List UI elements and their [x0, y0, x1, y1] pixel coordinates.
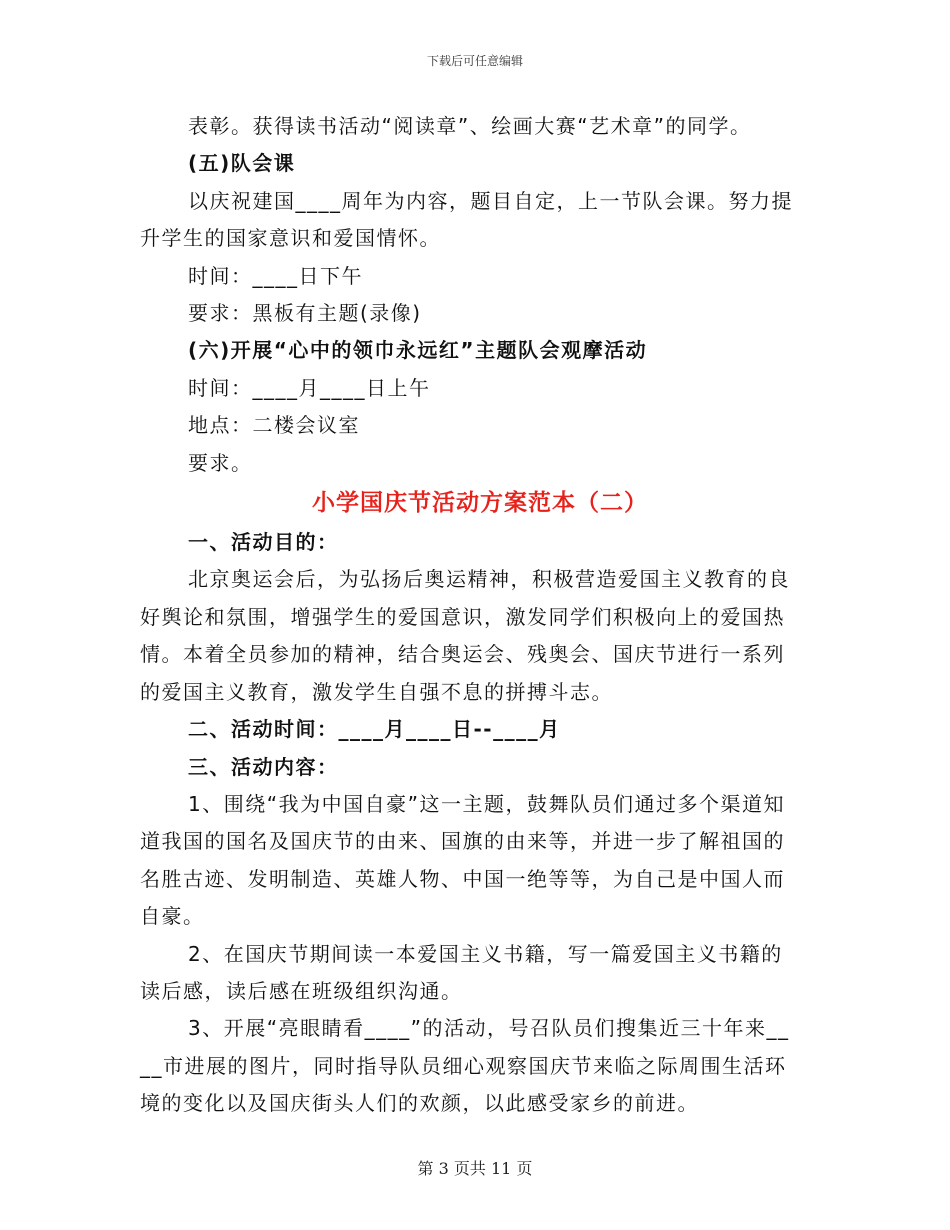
heading-content: 三、活动内容：	[188, 754, 339, 779]
para-observation-requirement: 要求。	[188, 450, 253, 475]
page-header: 下载后可任意编辑	[426, 54, 523, 68]
heading-purpose: 一、活动目的：	[188, 530, 339, 555]
para-team-class-requirement: 要求：黑板有主题(录像)	[188, 301, 422, 326]
heading-team-class: (五)队会课	[188, 151, 296, 176]
heading-observation-activity: (六)开展“心中的领巾永远红”主题队会观摩活动	[188, 338, 648, 363]
document-body	[140, 108, 800, 1123]
para-commend: 表彰。获得读书活动“阅读章”、绘画大赛“艺术章”的同学。	[188, 114, 752, 138]
para-content-1: 1、围绕“我为中国自豪”这一主题，鼓舞队员们通过多个渠道知道我国的国名及国庆节的由来、国旗的由来等，并进一步了解祖国的名胜古迹、发明制造、英雄人物、中国一绝等等，为自己是中国人而自豪。	[140, 791, 785, 929]
para-team-class-content: 以庆祝建国____周年为内容，题目自定，上一节队会课。努力提升学生的国家意识和爱国情怀。	[140, 188, 793, 251]
section-title: 小学国庆节活动方案范本（二）	[312, 490, 648, 517]
para-observation-location: 地点：二楼会议室	[188, 413, 360, 438]
para-purpose: 北京奥运会后，为弘扬后奥运精神，积极营造爱国主义教育的良好舆论和氛围，增强学生的爱国意识，激发同学们积极向上的爱国热情。本着全员参加的精神，结合奥运会、残奥会、国庆节进行一系列的爱国主义教育，激发学生自强不息的拼搏斗志。	[140, 567, 790, 704]
para-content-2: 2、在国庆节期间读一本爱国主义书籍，写一篇爱国主义书籍的读后感，读后感在班级组织沟通。	[140, 941, 783, 1003]
page-footer: 第 3 页共 11 页	[417, 1159, 533, 1178]
heading-time: 二、活动时间：____月____日--____月	[188, 717, 561, 742]
para-content-3: 3、开展“亮眼睛看____”的活动，号召队员们搜集近三十年来____市进展的图片，同时指导队员细心观察国庆节来临之际周围生活环境的变化以及国庆街头人们的欢颜，以此感受家乡的前进。	[140, 1016, 790, 1116]
para-team-class-time: 时间：____日下午	[188, 263, 363, 288]
para-observation-time: 时间：____月____日上午	[188, 375, 431, 400]
